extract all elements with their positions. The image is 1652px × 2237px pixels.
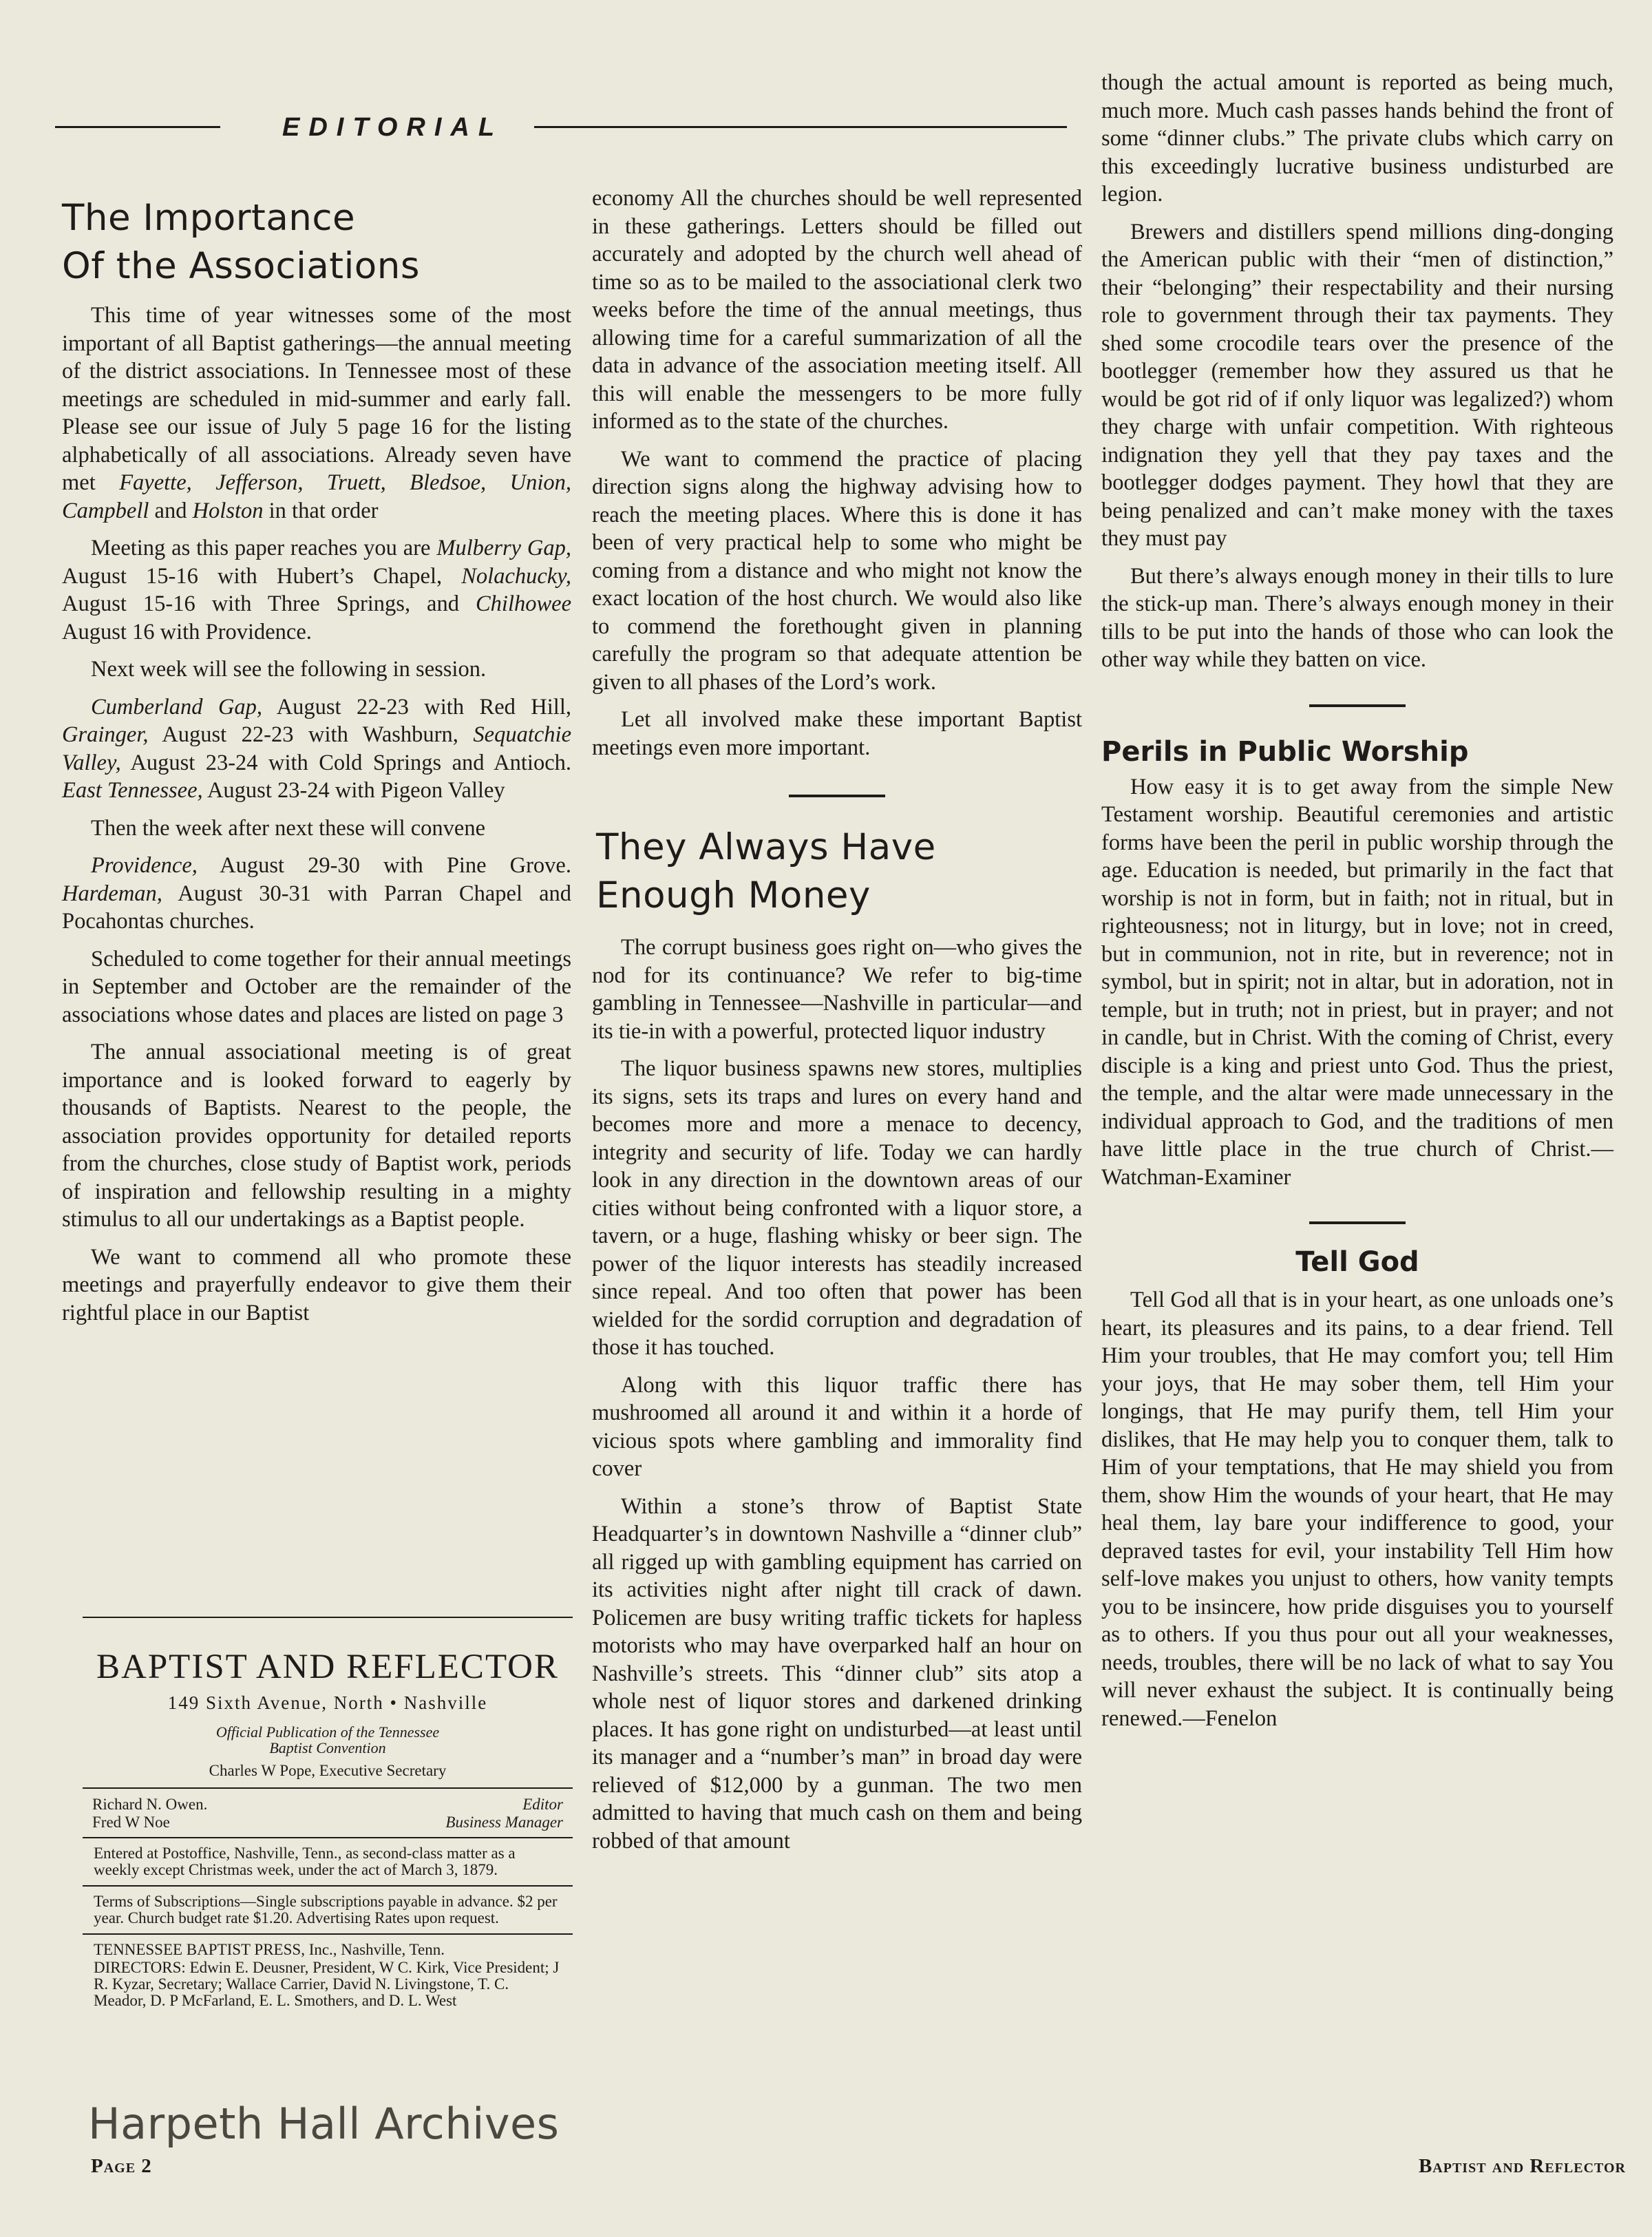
masthead-terms: Terms of Subscriptions—Single subscriptions payable in advance. $2 per year. Church budget rate $1.20. Advertising Rates upon request. (94, 1893, 558, 1926)
column-3 (1101, 69, 1613, 1732)
masthead (83, 1617, 573, 2016)
tellgod-paragraph-1: Tell God all that is in your heart, as one unloads one’s heart, its pleasures and its pains, to a dear friend. Tell Him your troubles, that He may comfort you; tell Him your joys, that He may sober them, tell Him your longings, that He may purify them, tell Him your dislikes, that He may help you to conquer them, talk to Him of your temptations, that He may shield you from them, show Him the wounds of your heart, that He may heal them, lay bare your indifference to good, your depraved tastes for evil, your instability Tell Him how self-love makes you unjust to others, how vanity tempts you to be insincere, how pride disguises you to yourself as to others. If you thus pour out all your weaknesses, needs, troubles, there will be no lack of what to say You will never exhaust the subject. It is continually being renewed.—Fenelon (1101, 1288, 1613, 1731)
masthead-secretary: Charles W Pope, Executive Secretary (209, 1762, 447, 1779)
masthead-manager-row (83, 1814, 573, 1831)
money-paragraph-2: The liquor business spawns new stores, multiplies its signs, sets its traps and lures on every hand and becomes more and more a menace to decency, integrity and security of life. Today we can hardly look in any direction in the downtown areas of our cities without being confronted with a liquor store, a tavern, or a huge, flashing whisky or beer sign. The power of the liquor interests has steadily increased since repeal. And too often that power has been wielded for the sordid corruption and degradation of those it has touched. (592, 1056, 1082, 1360)
associations-paragraph-5: Then the week after next these will convene (91, 815, 486, 841)
editor-name: Richard N. Owen. (92, 1796, 208, 1813)
page-number (91, 2154, 152, 2178)
header-rule-left (55, 126, 220, 128)
money-paragraph-4: Within a stone’s throw of Baptist State Headquarter’s in downtown Nashville a “dinner club” all rigged up with gambling equipment has carried on its activities night after night till crack of dawn. Policemen are busy writing traffic tickets for hapless motorists who may have overparked half an hour on Nashville’s streets. This “dinner club” sits atop a whole nest of liquor stores and darkened drinking places. It has gone right on undisturbed—at least until its manager and a “number’s man” in broad day were relieved of $12,000 by a gunman. The two men admitted to having that much cash on them and being robbed of that amount (592, 1493, 1082, 1853)
tellgod-title: Tell God (1295, 1246, 1419, 1278)
masthead-directors: DIRECTORS: Edwin E. Deusner, President, W C. Kirk, Vice President; J R. Kyzar, Secretary; Wallace Carrier, David N. Livingstone, T. C. Meador, D. P McFarland, E. L. Smothers, and D. L. West (94, 1959, 560, 2009)
associations-paragraph-4: Cumberland Gap, August 22-23 with Red Hill, Grainger, August 22-23 with Washburn, Sequatchie Valley, August 23-24 with Cold Springs and Antioch. East Tennessee, August 23-24 with Pigeon Valley (62, 694, 571, 803)
money-paragraph-1: The corrupt business goes right on—who gives the nod for its continuance? We refer to big-time gambling in Tennessee—Nashville in particular—and its tie-in with a powerful, protected liquor industry (592, 935, 1082, 1044)
associations-continued-1: economy All the churches should be well represented in these gatherings. Letters should be filled out accurately and adopted by the church well ahead of time so as to be mailed to the associational clerk two weeks before the time of the annual meetings, thus allowing time for a careful summarization of all the data in advance of the association meeting itself. All this will enable the messengers to be more fully informed as to the state of the churches. (592, 186, 1082, 434)
associations-paragraph-8: The annual associational meeting is of great importance and is looked forward to eagerly by thousands of Baptists. Nearest to the people, the association provides opportunity for detailed reports from the churches, close study of Baptist work, periods of inspiration and fellowship resulting in a mighty stimulus to all our undertakings as a Baptist people. (62, 1040, 571, 1232)
associations-title-line1: The Importance (62, 197, 356, 239)
money-continued-2: Brewers and distillers spend millions ding-donging the American public with their “men of distinction,” their “belonging” their respectability and their nursing role to government through their tax payments. They shed some crocodile tears over the presence of the bootlegger (remember how they assured us that he would be got rid of if only liquor was legalized?) whom they charge with unfair competition. With righteous indignation they yell that they pay taxes and the bootlegger dodges payment. They howl that they are being penalized and can’t make money with the taxes they must pay (1101, 219, 1613, 551)
column-1 (62, 194, 571, 1327)
masthead-title: BAPTIST AND REFLECTOR (96, 1648, 560, 1686)
masthead-editor-row (83, 1796, 573, 1814)
column-2 (592, 185, 1082, 1855)
page-label: Page 2 (91, 2155, 152, 2177)
publication-footer: Baptist and Reflector (1418, 2155, 1626, 2177)
associations-paragraph-3: Next week will see the following in session. (91, 657, 487, 682)
associations-paragraph-2: Meeting as this paper reaches you are Mulberry Gap, August 15-16 with Hubert’s Chapel, Nolachucky, August 15-16 with Three Springs, and Chilhowee August 16 with Providence. (62, 536, 572, 644)
associations-title (62, 194, 571, 291)
money-continued-3: But there’s always enough money in their tills to lure the stick-up man. There’s always enough money in their tills to be put into the hands of those who can look the other way while they batten on vice. (1101, 563, 1613, 672)
archive-watermark: Harpeth Hall Archives (88, 2099, 560, 2149)
header-rule-right (534, 126, 1067, 128)
masthead-press: TENNESSEE BAPTIST PRESS, Inc., Nashville, Tenn. (94, 1941, 445, 1958)
masthead-official-line1: Official Publication of the Tennessee (215, 1723, 440, 1741)
associations-paragraph-6: Providence, August 29-30 with Pine Grove. Hardeman, August 30-31 with Parran Chapel and Pocahontas churches. (62, 853, 571, 934)
money-continued-1: though the actual amount is reported as being much, much more. Much cash passes hands behind the front of some “dinner clubs.” The private clubs which carry on this exceedingly lucrative business undisturbed are legion. (1101, 70, 1613, 207)
masthead-staff (83, 1789, 573, 1837)
masthead-address: 149 Sixth Avenue, North • Nashville (167, 1692, 488, 1713)
associations-paragraph-7: Scheduled to come together for their annual meetings in September and October are the remainder of the associations whose dates and places are listed on page 3 (62, 946, 571, 1027)
editor-role: Editor (522, 1796, 563, 1813)
editorial-header (55, 110, 1067, 145)
associations-paragraph-9: We want to commend all who promote these meetings and prayerfully endeavor to give them their rightful place in our Baptist (62, 1244, 571, 1325)
money-title-line1: They Always Have (596, 826, 936, 868)
associations-title-line2: Of the Associations (62, 245, 420, 287)
associations-continued-2: We want to commend the practice of placing direction signs along the highway advising how to reach the meeting places. Where this is done it has been of very practical help to some who might be coming from a distance and who might not know the exact location of the host church. We would also like to commend the forethought given in planning carefully the program so that adequate attention be given to all phases of the Lord’s work. (592, 446, 1082, 695)
money-title (596, 823, 1082, 920)
money-title-line2: Enough Money (596, 874, 871, 916)
associations-paragraph-1: This time of year witnesses some of the most important of all Baptist gatherings—the annual meeting of the district associations. In Tennessee most of these meetings are scheduled in mid-summer and early fall. Please see our issue of July 5 page 16 for the listing alphabetically of all associations. Already seven have met Fayette, Jefferson, Truett, Bledsoe, Union, Campbell and Holston in that order (62, 303, 572, 523)
perils-paragraph-1: How easy it is to get away from the simple New Testament worship. Beautiful ceremonies and artistic forms have been the peril in public worship through the age. Education is needed, but primarily in the fact that worship is not in form, but in faith; not in ritual, but in righteousness; not in liturgy, but in love; not in creed, but in communion, not in rite, but in reverence; not in symbol, but in spirit; not in altar, but in adoration, not in temple, but in truth; not in priest, but in prayer; and not in candle, but in Christ. With the coming of Christ, every disciple is a king and priest unto God. Thus the priest, the temple, and the altar were made unnecessary in the individual approach to God, and the traditions of men have little place in the true church of Christ.—Watchman-Examiner (1101, 774, 1613, 1190)
masthead-official-line2: Baptist Convention (269, 1739, 386, 1756)
money-paragraph-3: Along with this liquor traffic there has mushroomed all around it and within it a horde of vicious spots where gambling and immorality find cover (592, 1372, 1082, 1481)
perils-title: Perils in Public Worship (1101, 735, 1469, 768)
editorial-label: EDITORIAL (282, 113, 504, 142)
manager-name: Fred W Noe (92, 1814, 170, 1831)
manager-role: Business Manager (445, 1814, 563, 1831)
masthead-top-rule (83, 1617, 573, 1618)
masthead-entered: Entered at Postoffice, Nashville, Tenn., as second-class matter as a weekly except Christmas week, under the act of March 3, 1879. (94, 1845, 516, 1878)
associations-continued-3: Let all involved make these important Baptist meetings even more important. (592, 707, 1082, 760)
